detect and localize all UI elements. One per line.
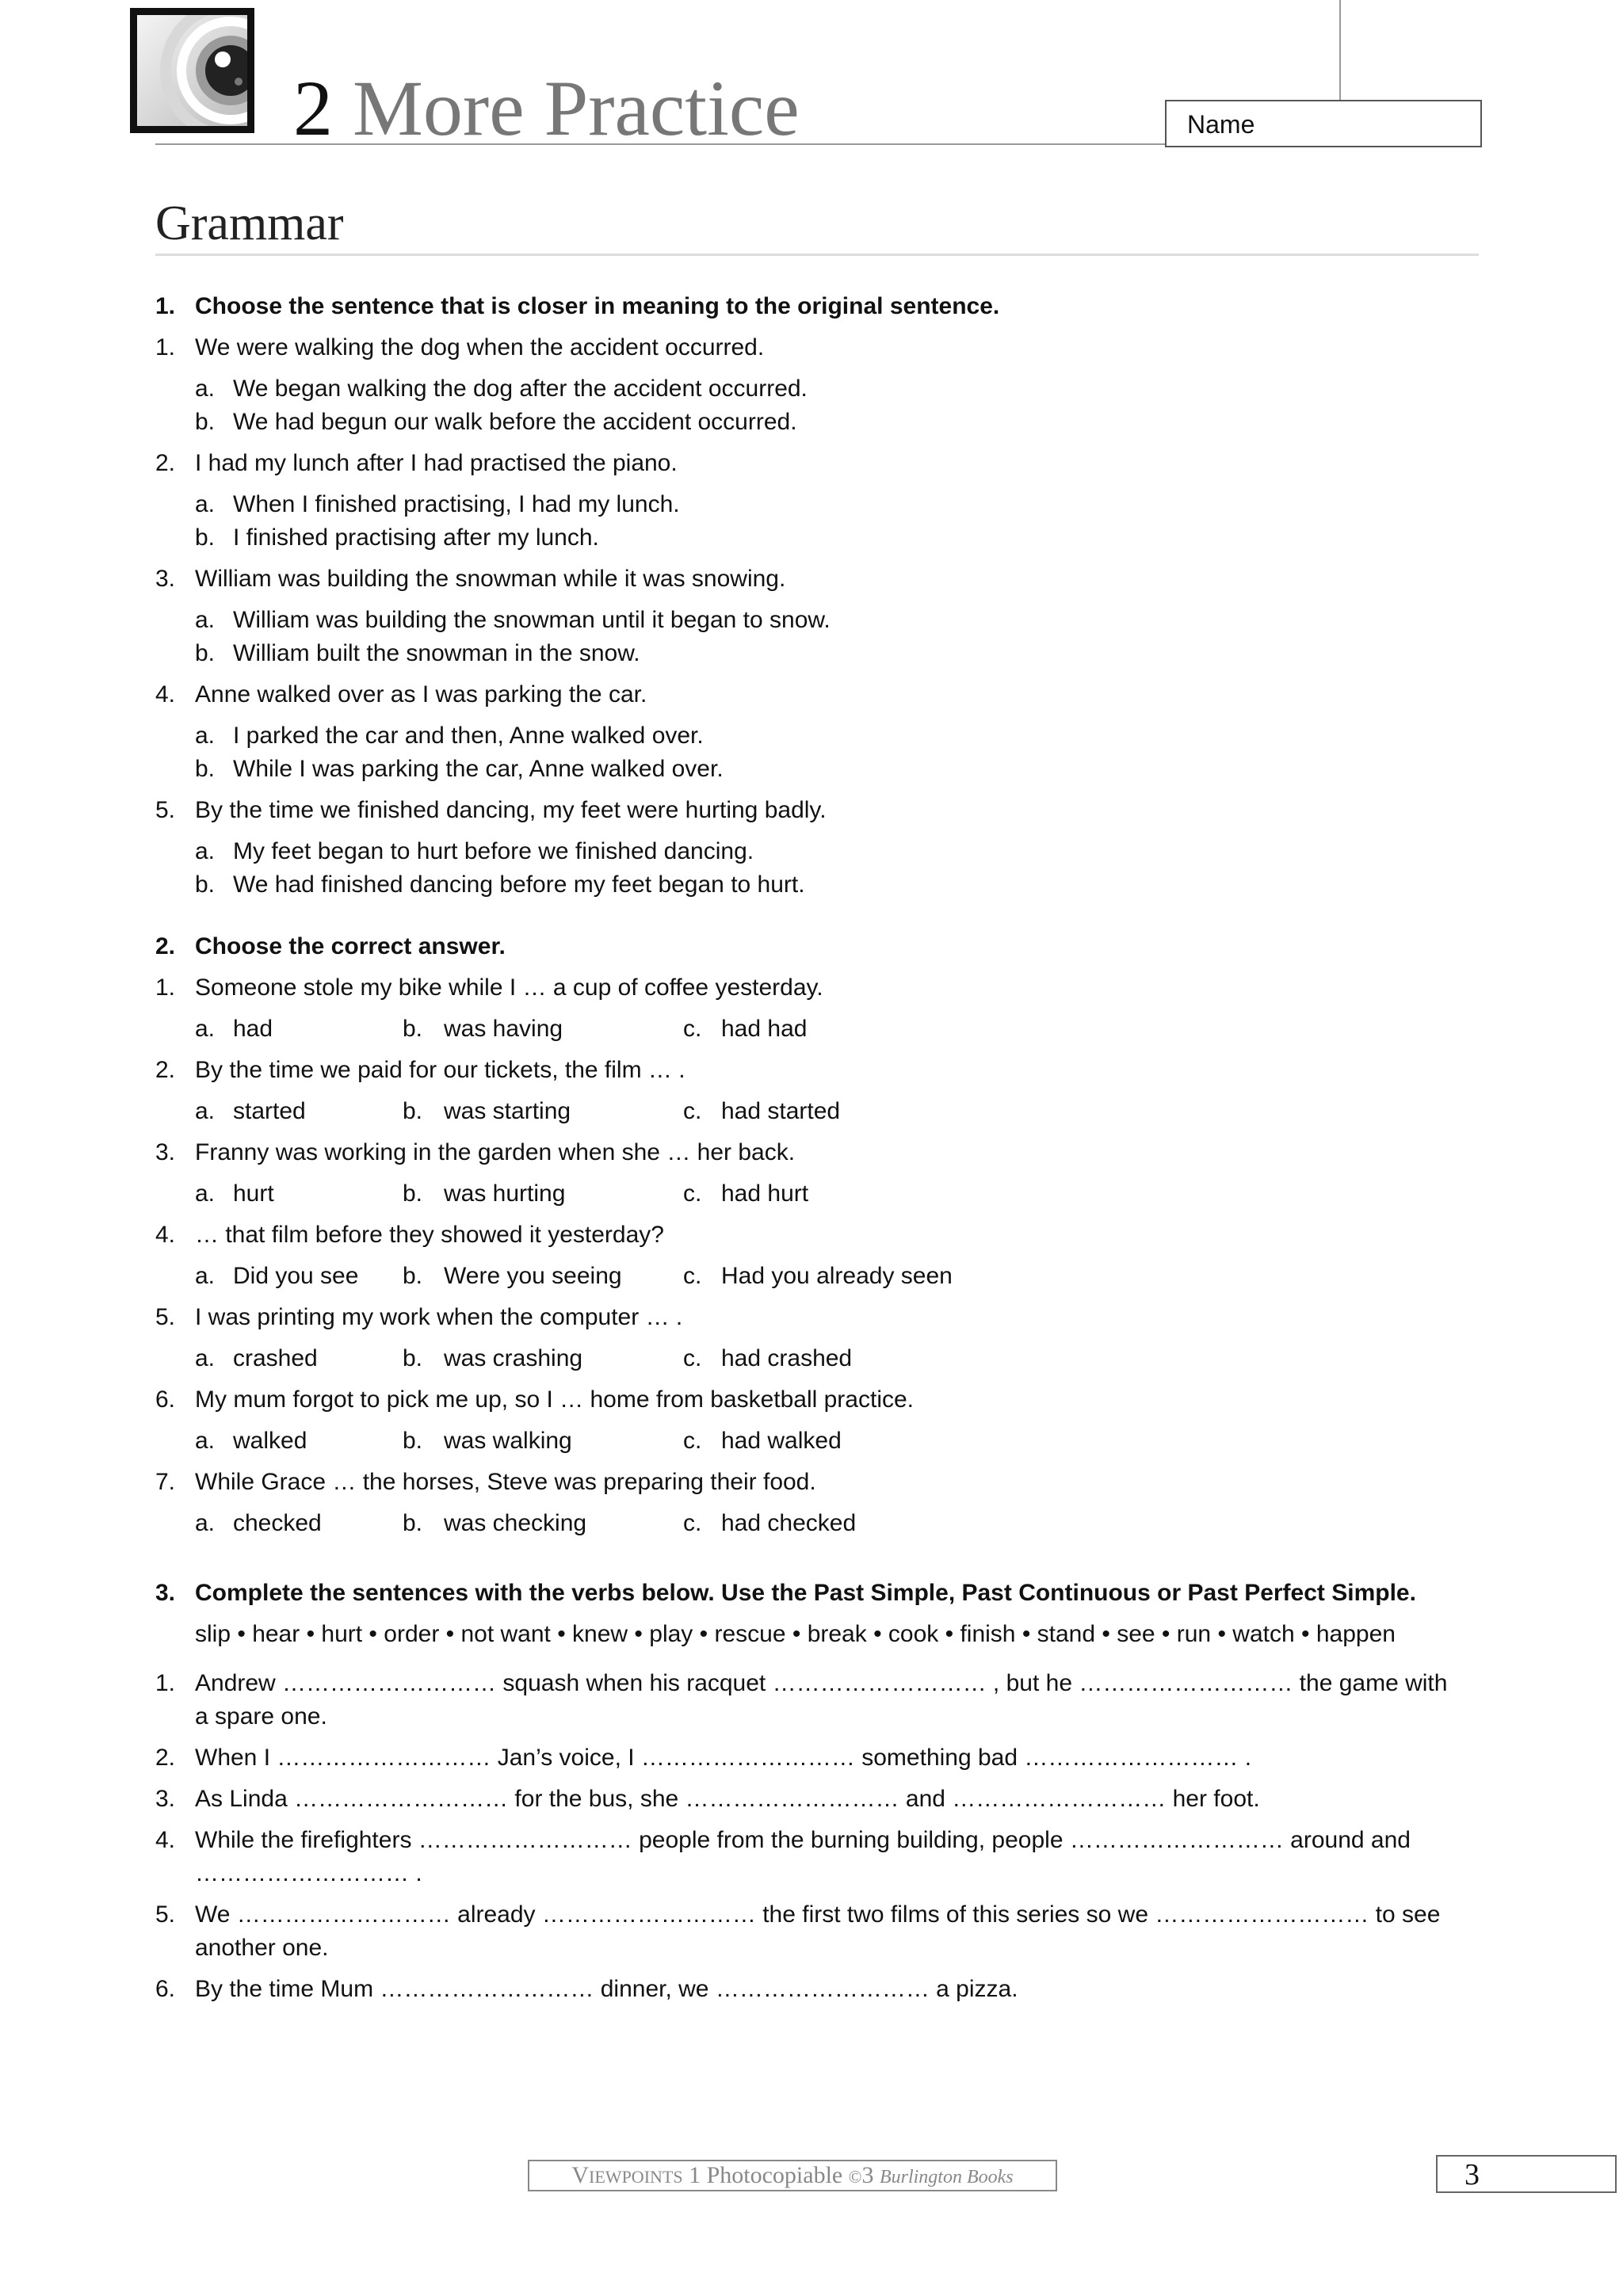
option-c[interactable]: had walked <box>721 1428 842 1454</box>
page-title-text: More Practice <box>353 64 800 152</box>
ex1-option: a. William was building the snowman until it began to snow. <box>195 607 831 633</box>
ex1-option: a. We began walking the dog after the accident occurred. <box>195 376 808 402</box>
option-c[interactable]: had crashed <box>721 1345 853 1371</box>
option-b[interactable]: was crashing <box>444 1345 583 1371</box>
option-a[interactable]: hurt <box>233 1180 274 1207</box>
option-a[interactable]: walked <box>233 1428 307 1454</box>
option-b[interactable]: was walking <box>444 1428 572 1454</box>
option-b[interactable]: was starting <box>444 1098 571 1124</box>
ex1-question: 5. By the time we finished dancing, my feet were hurting badly. <box>155 797 827 823</box>
ex1-option: a. When I finished practising, I had my lunch. <box>195 491 680 517</box>
option-a[interactable]: started <box>233 1098 306 1124</box>
ex2-question: 2. By the time we paid for our tickets, the film … . <box>155 1057 685 1083</box>
option-c[interactable]: Had you already seen <box>721 1263 953 1289</box>
name-field[interactable] <box>1165 100 1482 147</box>
ex2-question: 1. Someone stole my bike while I … a cup of coffee yesterday. <box>155 974 823 1001</box>
option-a[interactable]: checked <box>233 1510 322 1536</box>
ex2-question: 6. My mum forgot to pick me up, so I … home from basketball practice. <box>155 1386 915 1413</box>
option-a[interactable]: had <box>233 1016 273 1042</box>
ex3-sentence: 5. We ……………………… already ……………………… the first two films of this series so we ……………………… to see another one. <box>155 1901 1441 1961</box>
option-b[interactable]: was having <box>444 1016 563 1042</box>
unit-number: 2 <box>293 64 333 152</box>
ex3-sentence: 3. As Linda ……………………… for the bus, she ……………………… and ……………………… her foot. <box>155 1786 1260 1812</box>
ex1-option: a. I parked the car and then, Anne walked over. <box>195 723 704 749</box>
ex1-question: 1. We were walking the dog when the accident occurred. <box>155 334 765 360</box>
option-c[interactable]: had had <box>721 1016 808 1042</box>
name-label: Name <box>1187 110 1255 139</box>
ex2-options: a. started b. was starting c. had started <box>155 1095 1487 1136</box>
option-b[interactable]: was checking <box>444 1510 587 1536</box>
ex2-options: a. had b. was having c. had had <box>155 1013 1487 1054</box>
page-number: 3 <box>1436 2155 1617 2193</box>
ex3-sentence: 2. When I ……………………… Jan’s voice, I ……………………… something bad ……………………… . <box>155 1745 1252 1771</box>
ex3-sentence: 4. While the firefighters ……………………… people from the burning building, people ……………………… around and ……………………… . <box>155 1827 1411 1886</box>
ex2-options: a. checked b. was checking c. had checked <box>155 1507 1487 1548</box>
ex3-sentence: 1. Andrew ……………………… squash when his racquet ……………………… , but he ……………………… the game with a spare one. <box>155 1670 1448 1730</box>
exercise-3-heading: 3. Complete the sentences with the verbs below. Use the Past Simple, Past Continuous or Past Perfect Simple. <box>155 1580 1416 1606</box>
option-c[interactable]: had checked <box>721 1510 857 1536</box>
exercise-2-heading: 2. Choose the correct answer. <box>155 933 506 959</box>
ex1-option: a. My feet began to hurt before we finished dancing. <box>195 838 754 864</box>
ex1-option: b. William built the snowman in the snow. <box>195 640 640 666</box>
ex1-question: 4. Anne walked over as I was parking the car. <box>155 681 647 707</box>
ex2-options: a. hurt b. was hurting c. had hurt <box>155 1177 1487 1219</box>
exercise-3-instruction: Complete the sentences with the verbs below. Use the Past Simple, Past Continuous or Past Perfect Simple. <box>195 1580 1416 1606</box>
footer-credit: VIEWPOINTS 1 Photocopiable ©3 Burlington Books <box>528 2160 1057 2191</box>
ex1-option: b. We had begun our walk before the accident occurred. <box>195 409 797 435</box>
worksheet-content <box>155 290 1487 2006</box>
section-divider <box>155 254 1479 256</box>
ex2-options: a. walked b. was walking c. had walked <box>155 1425 1487 1466</box>
option-c[interactable]: had started <box>721 1098 841 1124</box>
exercise-1-instruction: Choose the sentence that is closer in meaning to the original sentence. <box>195 293 1000 319</box>
ex1-question: 3. William was building the snowman while it was snowing. <box>155 566 786 592</box>
ex2-question: 4. … that film before they showed it yesterday? <box>155 1222 664 1248</box>
option-a[interactable]: crashed <box>233 1345 318 1371</box>
ex2-options: a. Did you see b. Were you seeing c. Had you already seen <box>155 1260 1487 1301</box>
ex2-options: a. crashed b. was crashing c. had crashed <box>155 1342 1487 1383</box>
ex2-question: 5. I was printing my work when the computer … . <box>155 1304 683 1330</box>
exercise-1-heading: 1. Choose the sentence that is closer in meaning to the original sentence. <box>155 293 1000 319</box>
ex1-question: 2. I had my lunch after I had practised the piano. <box>155 450 678 476</box>
ex3-sentence: 6. By the time Mum ……………………… dinner, we ……………………… a pizza. <box>155 1976 1018 2002</box>
ex2-question: 3. Franny was working in the garden when she … her back. <box>155 1139 796 1165</box>
exercise-2-instruction: Choose the correct answer. <box>195 933 506 959</box>
verb-bank: slip • hear • hurt • order • not want • knew • play • rescue • break • cook • finish • stand • see • run • watch • happen <box>195 1621 1396 1647</box>
option-b[interactable]: was hurting <box>444 1180 566 1207</box>
option-c[interactable]: had hurt <box>721 1180 809 1207</box>
logo-icon <box>130 8 254 133</box>
ex1-option: b. While I was parking the car, Anne walked over. <box>195 756 724 782</box>
section-title: Grammar <box>155 196 344 250</box>
ex2-question: 7. While Grace … the horses, Steve was preparing their food. <box>155 1469 816 1495</box>
option-a[interactable]: Did you see <box>233 1263 359 1289</box>
ex1-option: b. We had finished dancing before my feet began to hurt. <box>195 871 805 898</box>
option-b[interactable]: Were you seeing <box>444 1263 622 1289</box>
ex1-option: b. I finished practising after my lunch. <box>195 524 599 551</box>
page-title <box>293 65 800 152</box>
